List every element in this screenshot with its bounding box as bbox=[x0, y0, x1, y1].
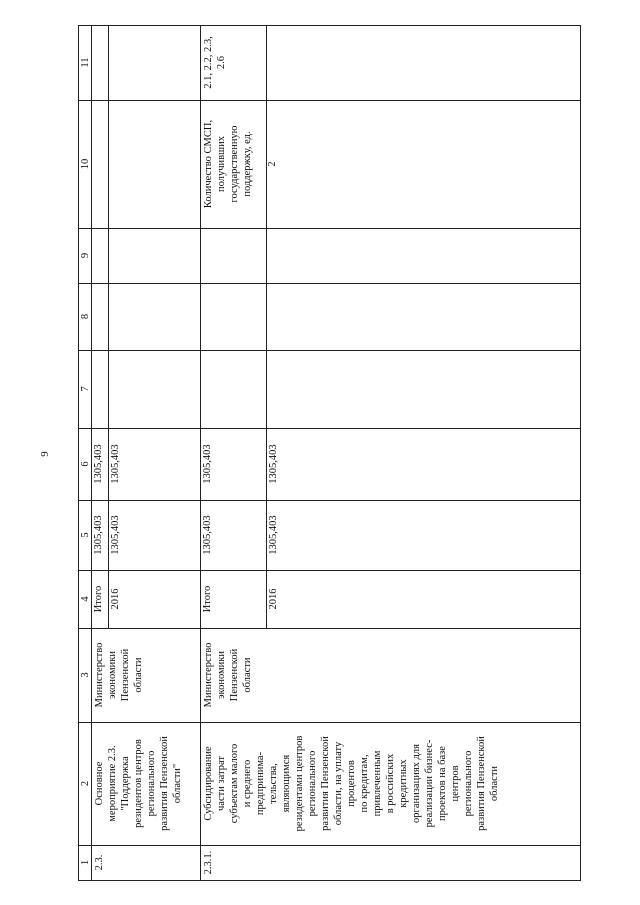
total-cell: 1305,403 bbox=[268, 515, 279, 555]
column-rule-8 bbox=[78, 283, 580, 284]
year-cell: 2016 bbox=[268, 588, 279, 610]
column-header-7: 7 bbox=[80, 386, 91, 392]
total-cell: 1305,403 bbox=[93, 515, 104, 555]
budget-cell: 1305,403 bbox=[202, 444, 213, 484]
budget-cell: 1305,403 bbox=[93, 444, 104, 484]
table-border-right bbox=[580, 25, 581, 881]
measure-name: Основное мероприятие 2.3. "Поддержка резидентов центров регионального развития Пензенской области" bbox=[94, 736, 183, 831]
indicator-value: 2 bbox=[267, 161, 278, 167]
year-cell: Итого bbox=[202, 585, 213, 613]
column-rule-3 bbox=[78, 628, 580, 629]
column-header-1: 1 bbox=[80, 859, 91, 866]
column-rule-10 bbox=[78, 100, 580, 101]
column-rule-5 bbox=[78, 500, 580, 501]
indicator-links: 2.1, 2.2, 2.3, 2.6 bbox=[203, 36, 227, 89]
column-rule-1 bbox=[78, 845, 580, 846]
column-header-2: 2 bbox=[80, 780, 91, 787]
column-header-3: 3 bbox=[80, 672, 91, 678]
year-cell: 2016 bbox=[110, 588, 121, 610]
total-cell: 1305,403 bbox=[202, 515, 213, 555]
row-number: 2.3. bbox=[94, 854, 105, 871]
column-header-4: 4 bbox=[80, 596, 91, 602]
column-rule-9 bbox=[78, 228, 580, 229]
executor: Министерство экономики Пензенской области bbox=[94, 642, 144, 708]
page-number: 9 bbox=[39, 451, 51, 457]
indicator-name: Количество СМСП, получивших государственную поддержку, ед. bbox=[203, 119, 253, 209]
budget-cell: 1305,403 bbox=[110, 444, 121, 484]
executor: Министерство экономики Пензенской области bbox=[203, 642, 253, 708]
row-number: 2.3.1. bbox=[203, 850, 214, 875]
column-header-11: 11 bbox=[80, 57, 91, 68]
column-rule-6 bbox=[78, 428, 580, 429]
column-header-9: 9 bbox=[80, 252, 91, 259]
total-cell: 1305,403 bbox=[110, 515, 121, 555]
column-header-10: 10 bbox=[80, 158, 91, 170]
table-border-bottom bbox=[78, 880, 580, 881]
column-header-8: 8 bbox=[80, 313, 91, 320]
year-cell: Итого bbox=[93, 585, 104, 613]
table-border-top bbox=[78, 25, 580, 26]
measure-name: Субсидирование части затрат субъектам малого и среднего предпринима- тельства, являющимся резидентами центров регионального развития Пензенской области, на уплату процентов по кредитам, привлеченным в российских кредитных организациях для реализации бизнес- проектов на базе центров регионального развития Пензенской области bbox=[203, 735, 500, 832]
budget-cell: 1305,403 bbox=[268, 444, 279, 484]
column-header-6: 6 bbox=[80, 461, 91, 467]
column-rule-7 bbox=[78, 350, 580, 351]
column-rule-4 bbox=[78, 570, 580, 571]
column-header-5: 5 bbox=[80, 532, 91, 538]
